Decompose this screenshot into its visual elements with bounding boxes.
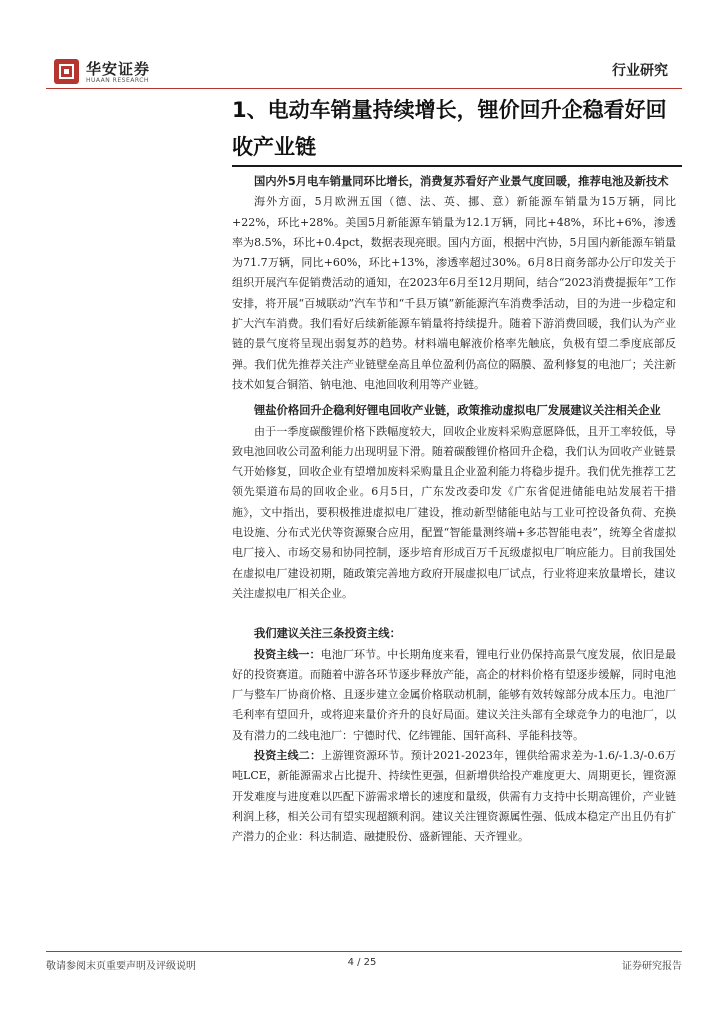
report-section-label: 行业研究 bbox=[612, 63, 668, 79]
investment-line-one-label: 投资主线一： bbox=[254, 647, 321, 661]
footer-report-type: 证券研究报告 bbox=[622, 961, 682, 972]
brand-logo-icon bbox=[54, 59, 79, 84]
heading-rule bbox=[232, 165, 682, 167]
footer-divider bbox=[46, 951, 682, 952]
investment-line-one bbox=[232, 645, 676, 746]
header-divider bbox=[46, 88, 682, 89]
subheading-sales: 国内外5月电车销量同环比增长，消费复苏看好产业景气度回暖，推荐电池及新技术 bbox=[254, 175, 669, 188]
section-heading: 1、电动车销量持续增长，锂价回升企稳看好回收产业链 bbox=[232, 98, 667, 159]
brand-subtitle: HUAAN RESEARCH bbox=[86, 77, 149, 84]
investment-line-one-text: 电池厂环节。中长期角度来看，锂电行业仍保持高景气度发展，依旧是最好的投资赛道。而随着中游各环节逐步释放产能，高企的材料价格有望逐步缓解，同时电池厂与整车厂协商价格、且逐步建立金属价格联动机制，能够有效转嫁部分成本压力。电池厂毛利率有望回升，或将迎来量价齐升的良好局面。建议关注头部有全球竞争力的电池厂，以及有潜力的二线电池厂：宁德时代、亿纬锂能、国轩高科、孚能科技等。 bbox=[232, 647, 677, 742]
report-body bbox=[232, 172, 676, 848]
paragraph-recycling: 由于一季度碳酸锂价格下跌幅度较大，回收企业废料采购意愿降低，且开工率较低，导致电池回收公司盈利能力出现明显下滑。随着碳酸锂价格回升企稳，我们认为回收产业链景气开始修复，回收企业有望增加废料采购量且企业盈利能力将稳步提升。我们优先推荐工艺领先渠道布局的回收企业。6月5日，广东发改委印发《广东省促进储能电站发展若干措施》，文中指出，要积极推进虚拟电厂建设，推动新型储能电站与工业可控设备负荷、充换电设施、分布式光伏等资源聚合应用，配置“智能量测终端+多芯智能电表”，统筹全省虚拟电厂接入、市场交易和协同控制，逐步培育形成百万千瓦级虚拟电厂响应能力。目前我国处在虚拟电厂建设初期，随政策完善地方政府开展虚拟电厂试点，行业将迎来放量增长，建议关注虚拟电厂相关企业。 bbox=[232, 424, 676, 600]
subheading-investment-lines: 我们建议关注三条投资主线： bbox=[254, 627, 401, 641]
page-header bbox=[46, 56, 682, 90]
paragraph-sales: 海外方面，5月欧洲五国（德、法、英、挪、意）新能源车销量为15万辆，同比+22%，环比+28%。美国5月新能源车销量为12.1万辆，同比+48%，环比+6%，渗透率为8.5%，环比+0.4pct，数据表现亮眼。国内方面，根据中汽协，5月国内新能源车销量为71.7万辆，同比+60%，环比+13%，渗透率超过30%。6月8日商务部办公厅印发关于组织开展汽车促销费活动的通知，在2023年6月至12月期间，结合“2023消费提振年”工作安排，将开展“百城联动”汽车节和“千县万镇”新能源汽车消费季活动，目的为进一步稳定和扩大汽车消费。我们看好后续新能源车销量将持续提升。随着下游消费回暖，我们认为产业链的景气度将呈现出弱复苏的趋势。材料端电解液价格率先触底，负极有望二季度底部反弹。我们优先推荐关注产业链壁垒高且单位盈利仍高位的隔膜、盈利修复的电池厂；关注新技术如复合铜箔、钠电池、电池回收利用等产业链。 bbox=[232, 195, 676, 391]
brand-name: 华安证券 bbox=[86, 60, 151, 78]
page-number: 4 / 25 bbox=[347, 957, 377, 968]
investment-line-two-text: 上游锂资源环节。预计2021-2023年，锂供给需求差为-1.6/-1.3/-0.6万吨LCE，新能源需求占比提升、持续性更强，但新增供给投产难度更大、周期更长，锂资源开发难度与进度难以匹配下游需求增长的速度和量级，供需有力支持中长期高锂价，产业链利润上移，相关公司有望实现超额利润。建议关注锂资源属性强、低成本稳定产出且仍有扩产潜力的企业：科达制造、融捷股份、盛新锂能、天齐锂业。 bbox=[232, 749, 677, 844]
investment-line-two bbox=[232, 746, 676, 847]
subheading-recycling: 锂盐价格回升企稳利好锂电回收产业链，政策推动虚拟电厂发展建议关注相关企业 bbox=[254, 404, 661, 418]
footer-disclaimer: 敬请参阅末页重要声明及评级说明 bbox=[46, 961, 196, 972]
investment-line-two-label: 投资主线二： bbox=[254, 749, 322, 763]
